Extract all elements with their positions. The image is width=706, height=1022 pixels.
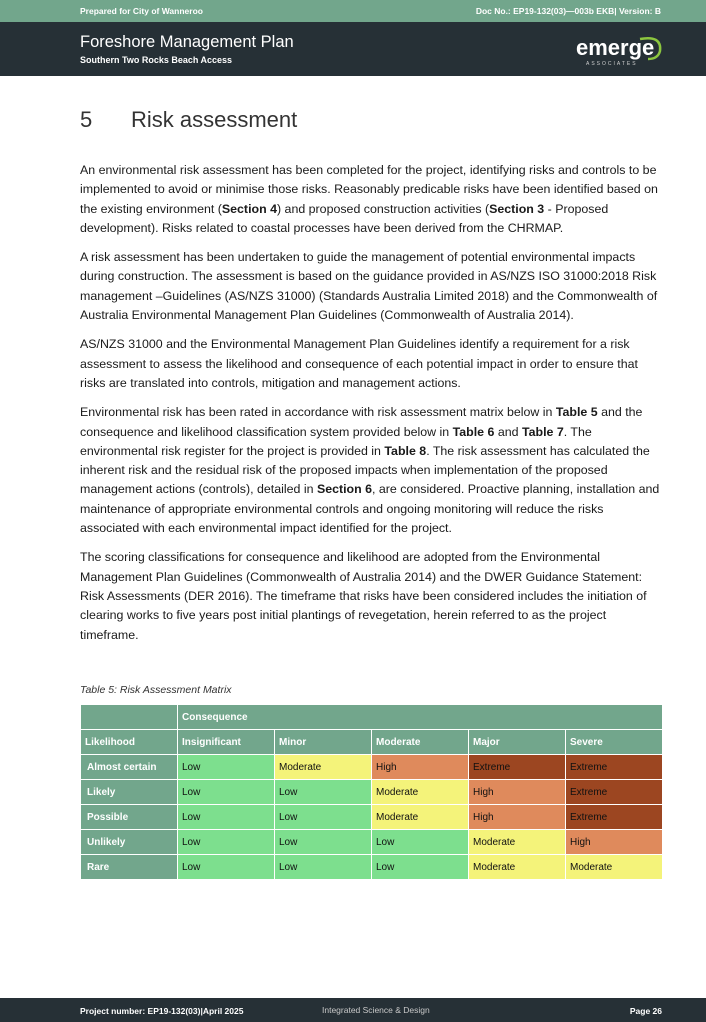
- consequence-header-row: [81, 705, 663, 730]
- paragraph-3: AS/NZS 31000 and the Environmental Management Plan Guidelines identify a requirement for a risk assessment to assess the likelihood and consequence of each potential impact in order to ensure that risks are translated into controls, mitigation and management actions.: [80, 337, 638, 390]
- table-caption: Table 5: Risk Assessment Matrix: [80, 684, 232, 696]
- risk-cell: Moderate: [372, 780, 469, 805]
- section-number: 5: [80, 107, 93, 132]
- emerge-logo: [574, 29, 666, 69]
- risk-cell: Moderate: [469, 830, 566, 855]
- document-title: Foreshore Management Plan: [80, 33, 294, 51]
- column-header: Minor: [275, 730, 372, 755]
- risk-cell: Low: [178, 755, 275, 780]
- column-header: Insignificant: [178, 730, 275, 755]
- table-row: [81, 780, 663, 805]
- risk-cell: Low: [178, 855, 275, 880]
- consequence-header: Consequence: [178, 705, 663, 730]
- risk-cell: High: [566, 830, 663, 855]
- top-info-bar: [0, 0, 706, 22]
- risk-cell: Low: [275, 855, 372, 880]
- row-label: Possible: [81, 805, 178, 830]
- doc-number: Doc No.: EP19-132(03)—003b EKB| Version: B: [475, 6, 661, 16]
- column-header: Severe: [566, 730, 663, 755]
- paragraph-1: An environmental risk assessment has been completed for the project, identifying risks and controls to be implemented to avoid or minimise those risks. Reasonably predicable risks have been identified based on the existing environment (Section 4) and proposed construction activities (Section 3 - Proposed development). Risks related to coastal processes have been derived from the CHRMAP.: [80, 163, 658, 235]
- risk-cell: Low: [372, 830, 469, 855]
- logo-word: emerge: [576, 35, 655, 60]
- column-header: Major: [469, 730, 566, 755]
- risk-cell: High: [469, 805, 566, 830]
- row-label: Unlikely: [81, 830, 178, 855]
- risk-cell: Moderate: [372, 805, 469, 830]
- risk-cell: Moderate: [566, 855, 663, 880]
- risk-matrix-table: [80, 704, 663, 880]
- risk-cell: Extreme: [566, 805, 663, 830]
- section-title: Risk assessment: [131, 107, 298, 132]
- document-subtitle: Southern Two Rocks Beach Access: [80, 55, 233, 65]
- column-header: Moderate: [372, 730, 469, 755]
- body-text: [80, 161, 665, 655]
- table-row: [81, 830, 663, 855]
- page-footer: [0, 998, 706, 1022]
- table-row: [81, 805, 663, 830]
- risk-cell: Extreme: [566, 780, 663, 805]
- risk-cell: High: [372, 755, 469, 780]
- column-header-row: [81, 730, 663, 755]
- risk-cell: Low: [275, 780, 372, 805]
- project-number: Project number: EP19-132(03)|April 2025: [80, 1006, 244, 1016]
- paragraph-5: The scoring classifications for consequence and likelihood are adopted from the Environmental Management Plan Guidelines (Commonwealth of Australia 2014) and the DWER Guidance Statement: Risk Assessments (DER 2016). The timeframe that risks have been considered includes the initiation of clearing works to five years post initial plantings of revegetation, herein referred to as the project timeframe.: [80, 550, 647, 642]
- prepared-for: Prepared for City of Wanneroo: [80, 6, 203, 16]
- row-label: Likely: [81, 780, 178, 805]
- table-row: [81, 855, 663, 880]
- row-label: Almost certain: [81, 755, 178, 780]
- risk-cell: High: [469, 780, 566, 805]
- corner-cell: [81, 705, 178, 730]
- risk-cell: Low: [275, 805, 372, 830]
- paragraph-4: Environmental risk has been rated in accordance with risk assessment matrix below in Table 5 and the consequence and likelihood classification system provided below in Table 6 and Table 7. The environmental risk register for the project is provided in Table 8. The risk assessment has calculated the inherent risk and the residual risk of the proposed impacts when implementation of the proposed management actions (controls), detailed in Section 6, are considered. Proactive planning, installation and maintenance of appropriate environmental controls and ongoing monitoring will reduce the risks associated with each environmental impact identified for the project.: [80, 405, 660, 536]
- risk-cell: Extreme: [469, 755, 566, 780]
- document-header: [0, 22, 706, 76]
- risk-cell: Low: [275, 830, 372, 855]
- risk-cell: Moderate: [469, 855, 566, 880]
- risk-cell: Low: [178, 780, 275, 805]
- footer-tagline: Integrated Science & Design: [322, 1005, 430, 1015]
- table-row: [81, 755, 663, 780]
- page-number: Page 26: [629, 1006, 662, 1016]
- logo-sub: ASSOCIATES: [586, 61, 638, 67]
- row-label: Rare: [81, 855, 178, 880]
- risk-cell: Moderate: [275, 755, 372, 780]
- risk-cell: Low: [372, 855, 469, 880]
- paragraph-2: A risk assessment has been undertaken to guide the management of potential environmental impacts during construction. The assessment is based on the guidance provided in AS/NZS ISO 31000:2018 Risk management –Guidelines (AS/NZS 31000) (Standards Australia Limited 2018) and the Commonwealth of Australia Environmental Management Plan Guidelines (Commonwealth of Australia 2014).: [80, 250, 658, 323]
- section-heading: [80, 107, 297, 133]
- risk-cell: Low: [178, 805, 275, 830]
- likelihood-header: Likelihood: [81, 730, 178, 755]
- risk-cell: Low: [178, 830, 275, 855]
- risk-cell: Extreme: [566, 755, 663, 780]
